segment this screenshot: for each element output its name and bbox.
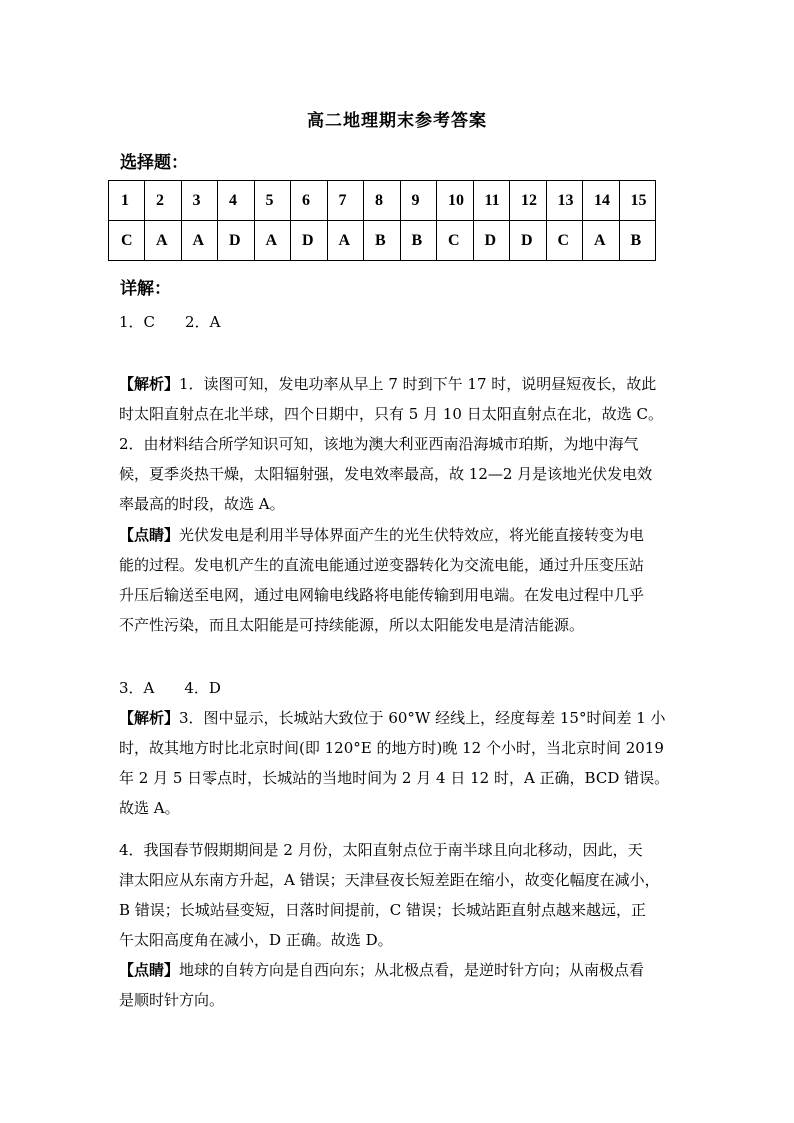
table-cell: 14 [583, 181, 620, 221]
analysis-line: 故选 A。 [119, 799, 180, 817]
note-line [119, 960, 644, 980]
table-cell: A [583, 221, 620, 261]
analysis-line: 候，夏季炎热干燥，太阳辐射强，发电效率最高，故 12—2 月是该地光伏发电效 [119, 465, 653, 483]
note-tag: 【点睛】 [119, 526, 180, 544]
table-cell: 4 [218, 181, 255, 221]
table-cell: B [400, 221, 437, 261]
table-cell: 13 [546, 181, 583, 221]
table-cell: C [109, 221, 145, 261]
detail-heading: 详解： [120, 279, 171, 299]
table-cell: D [510, 221, 547, 261]
table-cell: A [327, 221, 364, 261]
number-row [109, 181, 656, 221]
analysis-text: 3．图中显示，长城站大致位于 60°W 经线上，经度每差 15°时间差 1 小 [179, 709, 666, 727]
analysis-line [119, 374, 656, 394]
table-cell: D [473, 221, 510, 261]
table-cell: 3 [181, 181, 218, 221]
analysis-line: 时，故其地方时比北京时间(即 120°E 的地方时)晚 12 个小时，当北京时间 2019 [119, 739, 664, 757]
table-cell: 11 [473, 181, 510, 221]
analysis-line: 率最高的时段，故选 A。 [119, 495, 285, 513]
note-line: 不产性污染，而且太阳能是可持续能源，所以太阳能发电是清洁能源。 [119, 616, 585, 634]
answer-row [109, 221, 656, 261]
document-title: 高二地理期末参考答案 [307, 111, 487, 131]
note-line: 升压后输送至电网，通过电网输电线路将电能传输到用电端。在发电过程中几乎 [119, 586, 645, 604]
table-cell: C [437, 221, 474, 261]
analysis-line: 津太阳应从东南方升起，A 错误；天津昼夜长短差距在缩小，故变化幅度在减小， [119, 871, 660, 889]
analysis-text: 1．读图可知，发电功率从早上 7 时到下午 17 时，说明昼短夜长，故此 [179, 375, 657, 393]
answers-line-1-2: 1．C 2．A [119, 313, 221, 331]
table-cell: B [619, 221, 656, 261]
table-cell: 15 [619, 181, 656, 221]
table-cell: 5 [254, 181, 291, 221]
table-cell: D [218, 221, 255, 261]
analysis-line: 2．由材料结合所学知识可知，该地为澳大利亚西南沿海城市珀斯，为地中海气 [119, 435, 639, 453]
table-cell: 1 [109, 181, 145, 221]
note-tag: 【点睛】 [119, 961, 180, 979]
analysis-line: 午太阳高度角在减小，D 正确。故选 D。 [119, 931, 393, 949]
analysis-line: B 错误；长城站昼变短，日落时间提前，C 错误；长城站距直射点越来越远，正 [119, 901, 647, 919]
note-line [119, 525, 644, 545]
analysis-tag: 【解析】 [119, 709, 180, 727]
table-cell: A [181, 221, 218, 261]
analysis-line: 时太阳直射点在北半球，四个日期中，只有 5 月 10 日太阳直射点在北，故选 C。 [119, 405, 663, 423]
note-line: 是顺时针方向。 [119, 991, 225, 1009]
table-cell: 7 [327, 181, 364, 221]
choice-heading: 选择题： [120, 153, 188, 173]
table-cell: 9 [400, 181, 437, 221]
table-cell: B [364, 221, 401, 261]
answers-line-3-4: 3．A 4．D [119, 679, 221, 697]
analysis-line: 年 2 月 5 日零点时，长城站的当地时间为 2 月 4 日 12 时，A 正确，BCD 错误。 [119, 769, 670, 787]
table-cell: A [254, 221, 291, 261]
table-cell: 8 [364, 181, 401, 221]
analysis-line: 4．我国春节假期期间是 2 月份，太阳直射点位于南半球且向北移动，因此，天 [119, 841, 643, 859]
table-cell: 2 [145, 181, 182, 221]
table-cell: D [291, 221, 328, 261]
analysis-line [119, 708, 666, 728]
note-text: 地球的自转方向是自西向东；从北极点看，是逆时针方向；从南极点看 [179, 961, 645, 979]
answer-table [108, 180, 656, 261]
table-cell: 10 [437, 181, 474, 221]
analysis-tag: 【解析】 [119, 375, 180, 393]
table-cell: 12 [510, 181, 547, 221]
note-line: 能的过程。发电机产生的直流电能通过逆变器转化为交流电能，通过升压变压站 [119, 556, 645, 574]
table-cell: A [145, 221, 182, 261]
table-cell: 6 [291, 181, 328, 221]
table-cell: C [546, 221, 583, 261]
note-text: 光伏发电是利用半导体界面产生的光生伏特效应，将光能直接转变为电 [179, 526, 645, 544]
